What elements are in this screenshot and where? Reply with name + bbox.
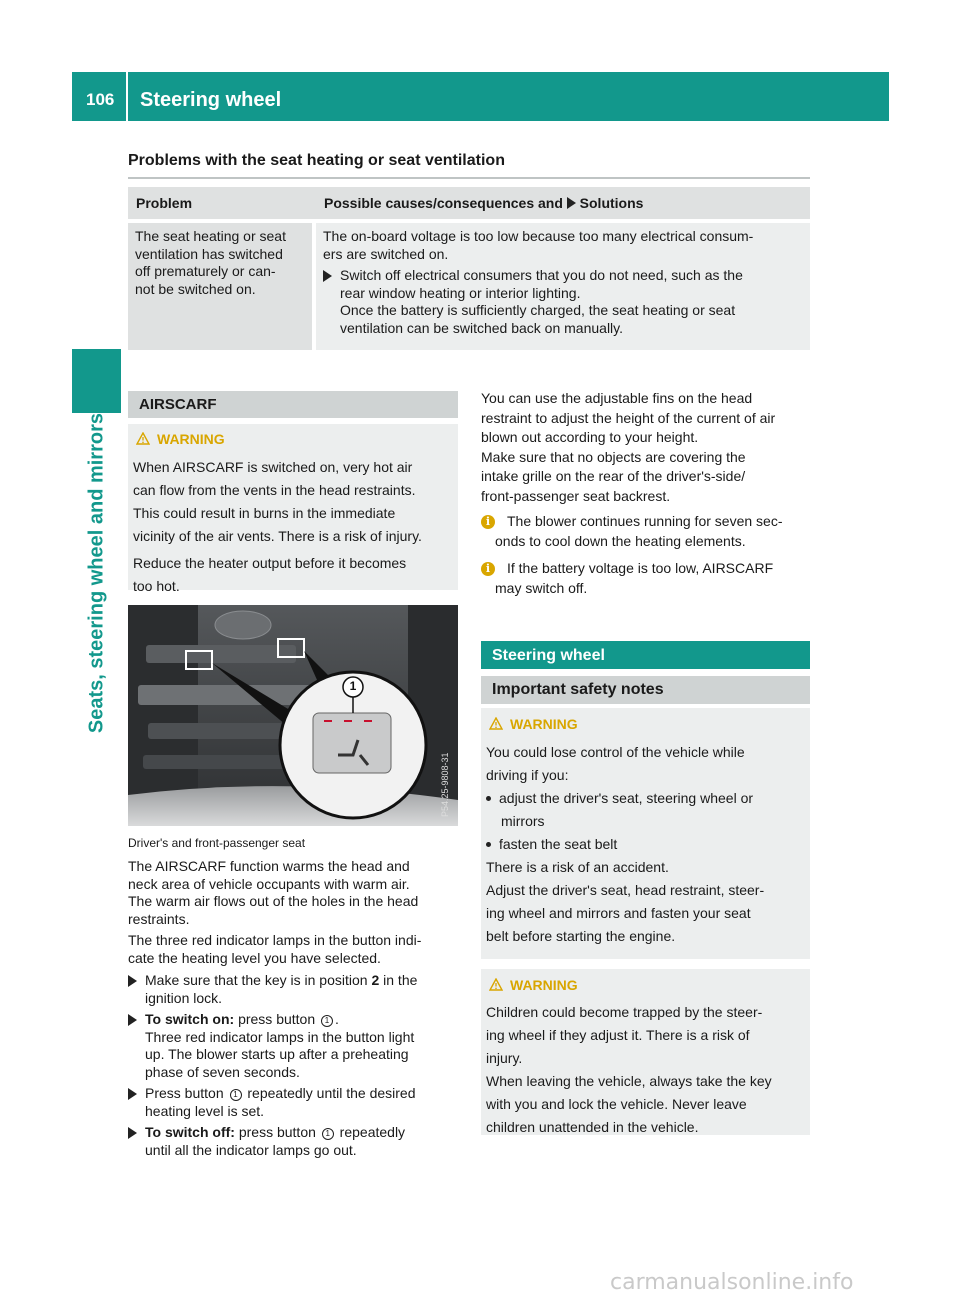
problem-line: The seat heating or seat	[135, 228, 286, 244]
warning-line: When AIRSCARF is switched on, very hot air	[133, 459, 413, 475]
steering-warning-2	[481, 969, 810, 1135]
warning-line: can flow from the vents in the head restraints.	[133, 482, 416, 498]
button-1-icon: 1	[322, 1128, 334, 1140]
text-line: You can use the adjustable fins on the head	[481, 390, 753, 406]
solution-line: Once the battery is sufficiently charged, the seat heating or seat	[340, 302, 736, 318]
step-arrow-icon	[128, 1127, 137, 1139]
info-line: The blower continues running for seven sec-	[507, 513, 783, 529]
info-note	[481, 559, 813, 598]
step-text: press button	[234, 1011, 320, 1027]
info-line: may switch off.	[495, 579, 588, 596]
warning-line: driving if you:	[486, 767, 569, 783]
solution-line: Switch off electrical consumers that you do not need, such as the	[340, 267, 743, 283]
solution-step	[323, 267, 808, 337]
warning-body	[133, 456, 455, 598]
info-line: If the battery voltage is too low, AIRSCARF	[507, 560, 774, 576]
step-arrow-icon	[128, 975, 137, 987]
step-set-level	[128, 1085, 462, 1120]
problem-cell	[128, 223, 312, 350]
step-text: heating level is set.	[145, 1102, 265, 1119]
image-caption: Driver's and front-passenger seat	[128, 836, 306, 850]
warning-heading	[489, 977, 578, 993]
warning-label: WARNING	[157, 431, 225, 447]
watermark: carmanualsonline.info	[610, 1270, 854, 1295]
warning-triangle-icon	[489, 717, 503, 730]
desc-line: The three red indicator lamps in the button indi-	[128, 932, 422, 948]
side-tab	[72, 413, 121, 913]
side-tab-label: Seats, steering wheel and mirrors	[85, 413, 107, 734]
warning-line: too hot.	[133, 578, 180, 594]
step-text: in the	[379, 972, 418, 988]
desc-line: cate the heating level you have selected.	[128, 949, 381, 966]
info-line: onds to cool down the heating elements.	[495, 532, 746, 549]
warning-line: belt before starting the engine.	[486, 928, 676, 944]
step-switch-off	[128, 1124, 462, 1159]
info-note	[481, 512, 813, 551]
col-solutions	[324, 195, 643, 211]
bullet-item	[486, 787, 808, 810]
cause-line: ers are switched on.	[323, 245, 449, 262]
step-arrow-icon	[128, 1088, 137, 1100]
warning-line: Children could become trapped by the steer-	[486, 1004, 763, 1020]
info-icon: i	[481, 515, 495, 529]
switch-on-label: To switch on:	[145, 1011, 235, 1027]
warning-line: There is a risk of an accident.	[486, 859, 669, 875]
step-switch-on: To switch on: press button 1 . Three red indicator lamps in the button light up. The blower starts up after a preheating phase of seven seconds.	[128, 1011, 462, 1081]
warning-line: When leaving the vehicle, always take the key	[486, 1073, 772, 1089]
warning-line: children unattended in the vehicle.	[486, 1119, 699, 1135]
desc-line: neck area of vehicle occupants with warm air.	[128, 875, 410, 892]
bullet-icon	[486, 842, 491, 847]
safety-notes-title: Important safety notes	[481, 676, 810, 704]
warning-line: injury.	[486, 1050, 523, 1066]
warning-line: ing wheel if they adjust it. There is a risk of	[486, 1027, 750, 1043]
solution-arrow-icon	[567, 197, 576, 209]
solution-line: ventilation can be switched back on manually.	[340, 319, 624, 336]
desc-line: The warm air flows out of the holes in the head	[128, 893, 419, 909]
step-text: ignition lock.	[145, 989, 223, 1006]
steering-warning-1	[481, 708, 810, 959]
step-arrow-icon	[128, 1014, 137, 1026]
problem-line: not be switched on.	[135, 280, 256, 297]
col-solutions-post: Solutions	[575, 195, 644, 211]
warning-line: Reduce the heater output before it becomes	[133, 555, 407, 571]
problem-text	[135, 228, 286, 298]
page-number: 106	[86, 90, 115, 109]
cause-text	[323, 228, 808, 337]
bullet-text: mirrors	[501, 813, 545, 829]
header-separator	[126, 72, 128, 121]
button-1-icon: 1	[230, 1089, 242, 1101]
airscarf-right-text	[481, 389, 813, 598]
warning-heading	[136, 431, 225, 447]
cause-line: The on-board voltage is too low because too many electrical consum-	[323, 228, 754, 244]
step-text: press button	[234, 1124, 320, 1140]
header-title: Steering wheel	[140, 89, 282, 111]
text-line: blown out according to your height.	[481, 429, 699, 445]
airscarf-warning	[128, 424, 458, 594]
problems-heading: Problems with the seat heating or seat ventilation	[128, 152, 505, 169]
warning-body	[486, 1001, 808, 1139]
callout-1: 1	[349, 679, 357, 693]
bullet-item	[486, 833, 808, 856]
warning-line: You could lose control of the vehicle while	[486, 744, 745, 760]
airscarf-title: AIRSCARF	[128, 391, 458, 418]
warning-line: Adjust the driver's seat, head restraint, steer-	[486, 882, 765, 898]
airscarf-description	[128, 858, 462, 1159]
solution-line: rear window heating or interior lighting.	[340, 284, 581, 301]
text-line: Make sure that no objects are covering the	[481, 448, 746, 465]
step-text: Press button	[145, 1085, 228, 1101]
table-header	[128, 187, 810, 219]
step-arrow-icon	[323, 270, 332, 282]
step-text: up. The blower starts up after a preheating	[145, 1046, 409, 1062]
step-text: repeatedly until the desired	[243, 1085, 416, 1101]
problem-line: ventilation has switched	[135, 245, 283, 262]
problem-line: off prematurely or can-	[135, 263, 276, 279]
step-text: Three red indicator lamps in the button light	[145, 1028, 415, 1045]
info-icon: i	[481, 562, 495, 576]
warning-line: This could result in burns in the immediate	[133, 505, 396, 521]
warning-triangle-icon	[489, 978, 503, 991]
text-line: front-passenger seat backrest.	[481, 487, 671, 504]
bullet-icon	[486, 796, 491, 801]
warning-line: vicinity of the air vents. There is a risk of injury.	[133, 528, 422, 544]
warning-label: WARNING	[510, 977, 578, 993]
warning-line: ing wheel and mirrors and fasten your seat	[486, 905, 751, 921]
warning-line: with you and lock the vehicle. Never leave	[486, 1096, 747, 1112]
col-solutions-pre: Possible causes/consequences and	[324, 195, 567, 211]
bullet-text: adjust the driver's seat, steering wheel or	[499, 790, 754, 806]
col-problem: Problem	[136, 195, 193, 211]
warning-triangle-icon	[136, 432, 150, 445]
text-line: intake grille on the rear of the driver's-side/	[481, 468, 746, 484]
side-tab-marker	[72, 349, 121, 413]
key-position: 2	[371, 972, 380, 988]
button-1-icon: 1	[321, 1015, 333, 1027]
step-key-position	[128, 972, 462, 1007]
warning-body	[486, 741, 808, 948]
desc-line: The AIRSCARF function warms the head and	[128, 858, 410, 874]
switch-off-label: To switch off:	[145, 1124, 235, 1140]
bullet-text: fasten the seat belt	[499, 836, 618, 852]
airscarf-illustration	[128, 605, 458, 826]
step-text: repeatedly	[335, 1124, 406, 1140]
step-text: until all the indicator lamps go out.	[145, 1141, 357, 1158]
heading-rule	[128, 177, 810, 179]
warning-label: WARNING	[510, 716, 578, 732]
warning-heading	[489, 716, 578, 732]
solution-cell	[316, 223, 810, 350]
desc-line: restraints.	[128, 910, 190, 927]
image-code: P54.25-9808-31	[440, 752, 450, 817]
step-text: Make sure that the key is in position	[145, 972, 372, 988]
step-text: phase of seven seconds.	[145, 1063, 300, 1080]
text-line: restraint to adjust the height of the current of air	[481, 409, 776, 426]
steering-title: Steering wheel	[481, 641, 810, 669]
console-drawing	[128, 605, 458, 826]
